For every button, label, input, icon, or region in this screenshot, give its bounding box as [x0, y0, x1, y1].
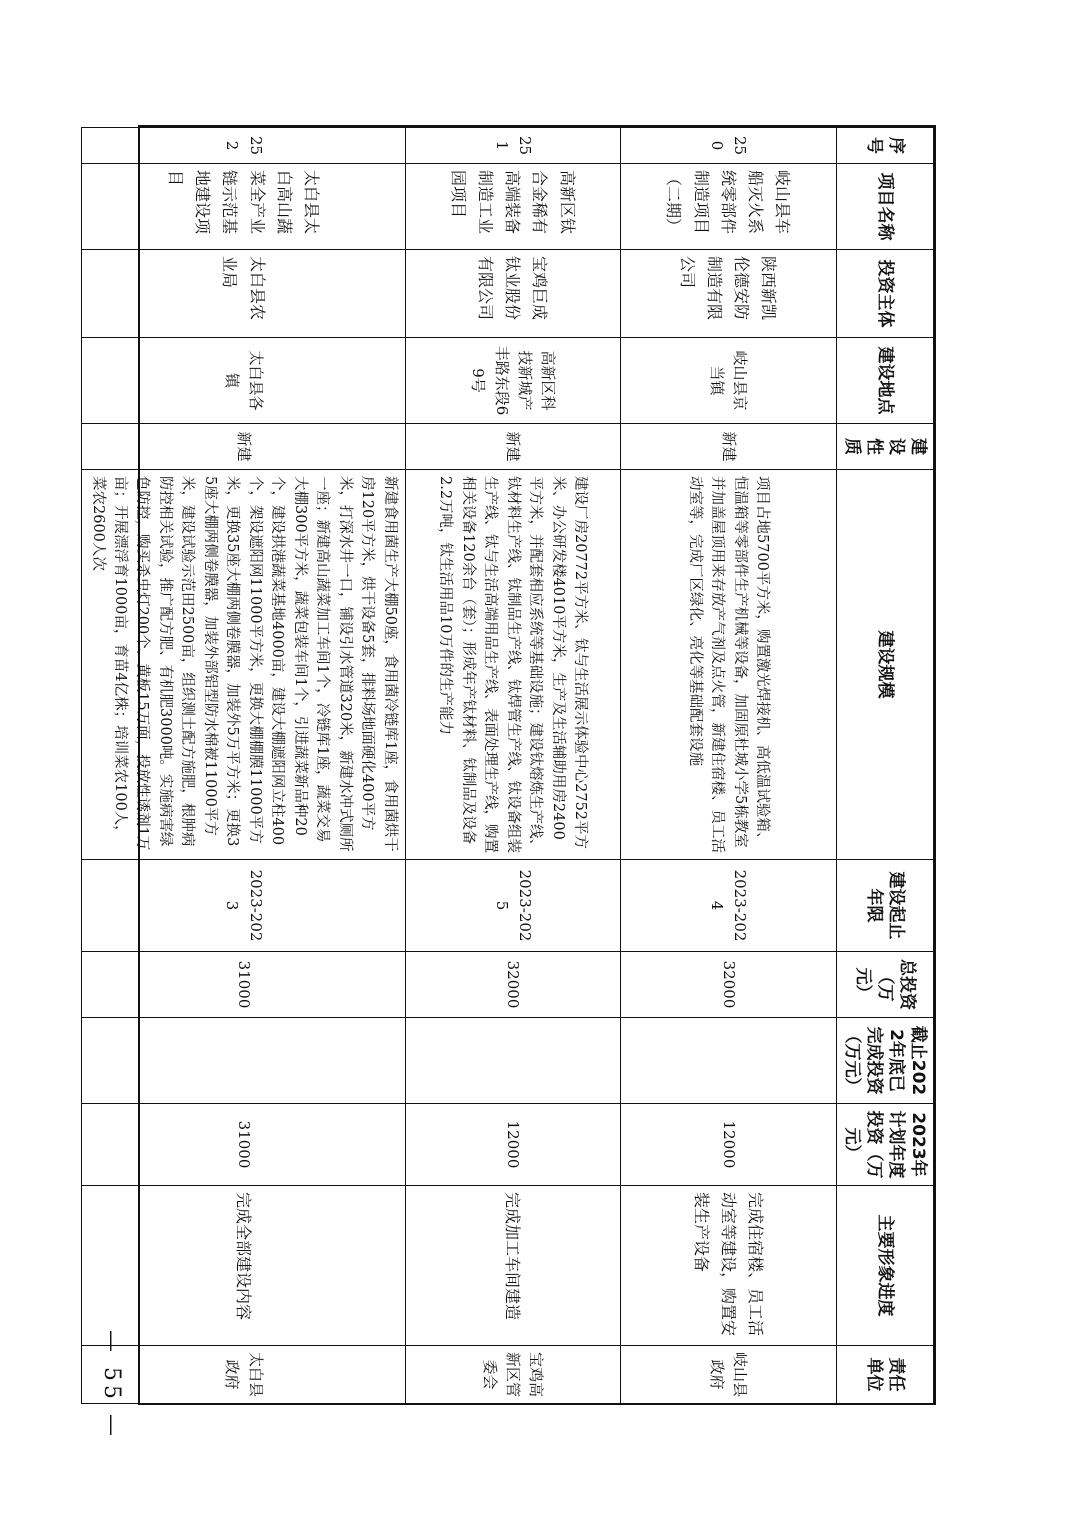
- cell-plan2023: 31000: [82, 1104, 406, 1186]
- header-name: 项目名称: [836, 164, 933, 250]
- table-row: [82, 128, 406, 1404]
- cell-location: 太白县各镇: [82, 338, 406, 424]
- cell-period: 2023-2024: [620, 860, 836, 952]
- cell-done2022: [405, 1018, 620, 1104]
- cell-unit: 宝鸡高新区管委会: [405, 1346, 620, 1404]
- cell-total: 32000: [620, 952, 836, 1018]
- cell-scale: 建设厂房20772平方米、钛与生活展示体验中心2752平方米、办公研发楼4010平方米，生产及生活辅助用房2400平方米，并配套相应系统等基础设施；建设钛熔炼生产线、钛材料生产线、钛制品生产线、钛焊管生产线、钛设备组装生产线、钛与生活高端用品生产线、表面处理生产线，购置相关设备120余台（套）；形成年产钛材料、钛制品及设备2.2万吨，钛生活用品10万件的生产能力: [405, 470, 620, 860]
- header-unit: 责任单位: [836, 1346, 933, 1404]
- cell-nature: 新建: [620, 424, 836, 470]
- cell-plan2023: 12000: [405, 1104, 620, 1186]
- page-number-text: — 55 —: [99, 1330, 124, 1440]
- cell-total: 32000: [405, 952, 620, 1018]
- cell-seq: 251: [405, 128, 620, 164]
- cell-total: 31000: [82, 952, 406, 1018]
- header-progress: 主要形象进度: [836, 1186, 933, 1346]
- header-seq: 序号: [836, 128, 933, 164]
- cell-name: 太白县太白高山蔬菜全产业链示范基地建设项目: [82, 164, 406, 250]
- cell-nature: 新建: [82, 424, 406, 470]
- cell-investor: 宝鸡巨成钛业股份有限公司: [405, 250, 620, 338]
- cell-name: 高新区钛合金稀有高端装备制造工业园项目: [405, 164, 620, 250]
- cell-progress: 完成住宿楼、员工活动室等建设，购置安装生产设备: [620, 1186, 836, 1346]
- header-investor: 投资主体: [836, 250, 933, 338]
- cell-unit: 太白县政府: [82, 1346, 406, 1404]
- cell-scale: 新建食用菌生产大棚50座，食用菌冷链库1座，食用菌烘干房120平方米，烘干设备5套，排料场地面硬化400平方米，打深水井一口，铺设引水管道320米，新建水冲式厕所一座；新建高山蔬菜加工车间1个，冷链库1座，蔬菜交易大棚300平方米，蔬菜包装车间1个，引进蔬菜新品种20个，建设拱港蔬菜基地4000亩，建设大棚遮阳网立柱400个，架设遮阳网11000平方米，更换大棚棚膜11000平方米，更换35座大棚两侧卷膜器，加装外5万平方米；更换35座大棚两侧卷膜器，加装外部铝型防水棉被11000平方米，建设试验示范田2500亩，组织测土配方施肥，根肿病防控相关试验，推广配方肥、有机肥3000吨。实施病害绿色防控，购买杀虫灯200个、黄板15万面，投放性诱剂1万亩；开展漂浮育1000亩，育苗4亿株；培训菜农100人，菜农2600人次: [82, 470, 406, 860]
- cell-period: 2023-2025: [405, 860, 620, 952]
- header-plan2023: 2023年计划年度投资（万元）: [836, 1104, 933, 1186]
- header-scale: 建设规模: [836, 470, 933, 860]
- header-done2022: 截止2022年底已完成投资（万元）: [836, 1018, 933, 1104]
- header-period: 建设起止年限: [836, 860, 933, 952]
- cell-period: 2023-2023: [82, 860, 406, 952]
- cell-seq: 250: [620, 128, 836, 164]
- cell-location: 高新区科技新城产丰路东段69号: [405, 338, 620, 424]
- cell-nature: 新建: [405, 424, 620, 470]
- header-total: 总投资（万元）: [836, 952, 933, 1018]
- cell-scale: 项目占地5700平方米，购置激光焊接机、高低温试验箱、恒温箱等零部件生产机械等设备，加固原杜城小学5栋教室并加盖屋顶用来存放产气剂及点火管，新建住宿楼、员工活动室等，完成厂区绿化、亮化等基础配套设施: [620, 470, 836, 860]
- cell-plan2023: 12000: [620, 1104, 836, 1186]
- cell-investor: 陕西新凯伦德安防制造有限公司: [620, 250, 836, 338]
- table-header-row: [836, 128, 933, 1404]
- cell-investor: 太白县农业局: [82, 250, 406, 338]
- cell-unit: 岐山县政府: [620, 1346, 836, 1404]
- cell-done2022: [620, 1018, 836, 1104]
- header-nature: 建设性质: [836, 424, 933, 470]
- table-row: [620, 128, 836, 1404]
- cell-name: 岐山县车船灭火系统零部件制造项目（二期）: [620, 164, 836, 250]
- cell-progress: 完成加工车间建造: [405, 1186, 620, 1346]
- header-location: 建设地点: [836, 338, 933, 424]
- cell-seq: 252: [82, 128, 406, 164]
- cell-progress: 完成全部建设内容: [82, 1186, 406, 1346]
- cell-done2022: [82, 1018, 406, 1104]
- project-table: [81, 127, 934, 1404]
- page-number: [94, 1330, 134, 1450]
- cell-location: 岐山县京当镇: [620, 338, 836, 424]
- table-row: [405, 128, 620, 1404]
